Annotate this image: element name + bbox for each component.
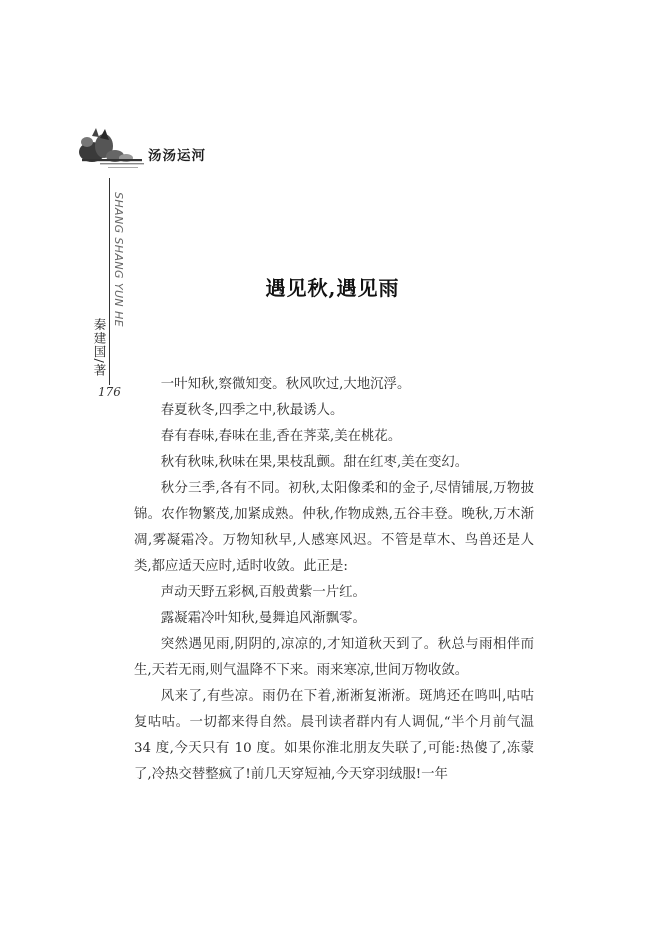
paragraph: 秋有秋味,秋味在果,果枝乱颤。甜在红枣,美在变幻。 <box>160 455 469 470</box>
poem-line: 露凝霜冷叶知秋,曼舞追风渐飘零。 <box>160 611 366 626</box>
article-body <box>134 372 534 788</box>
paragraph: 一叶知秋,察微知变。秋风吹过,大地沉浮。 <box>160 377 411 392</box>
page-number: 176 <box>98 385 121 399</box>
paragraph: 秋分三季,各有不同。初秋,太阳像柔和的金子,尽情铺展,万物披锦。农作物繁茂,加紧成熟。仲秋,作物成熟,五谷丰登。晚秋,万木渐凋,雾凝霜冷。万物知秋早,人感寒风迟。不管是草木、鸟兽还是人类,都应适天应时,适时收敛。此正是: <box>134 481 534 574</box>
paragraph: 春夏秋冬,四季之中,秋最诱人。 <box>160 403 344 418</box>
paragraph: 突然遇见雨,阴阴的,凉凉的,才知道秋天到了。秋总与雨相伴而生,天若无雨,则气温降不下来。雨来寒凉,世间万物收敛。 <box>134 637 534 678</box>
paragraph: 风来了,有些凉。雨仍在下着,淅淅复淅淅。斑鸠还在鸣叫,咕咕复咕咕。一切都来得自然。晨刊读者群内有人调侃,“半个月前气温 34 度,今天只有 10 度。如果你淮北朋友失联了,可能:热傻了,冻蒙了,冷热交替整疯了!前几天穿短袖,今天穿羽绒服!一年 <box>134 689 534 782</box>
author-credit: 秦建国/著 <box>92 318 107 378</box>
poem-line: 声动天野五彩枫,百般黄紫一片红。 <box>160 585 366 600</box>
paragraph: 春有春味,春味在韭,香在荠菜,美在桃花。 <box>160 429 402 444</box>
book-title-pinyin: SHANG SHANG YUN HE <box>112 192 125 327</box>
article-title: 遇见秋,遇见雨 <box>265 276 400 300</box>
book-title: 汤汤运河 <box>148 148 206 164</box>
ink-landscape-icon <box>78 124 146 174</box>
